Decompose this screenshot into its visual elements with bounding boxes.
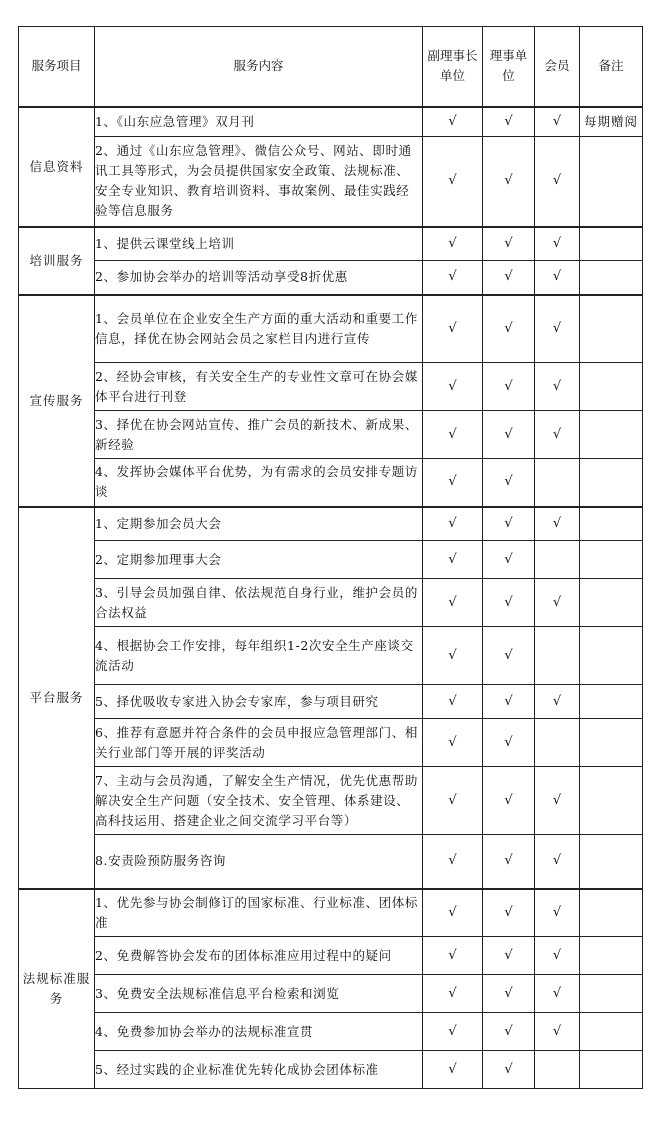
remark-cell: [580, 889, 643, 937]
service-table: [18, 26, 643, 1089]
category-cell: 法规标准服务: [19, 889, 95, 1089]
table-row: [19, 719, 643, 767]
vice-check-cell: √: [423, 1013, 483, 1051]
member-check-cell: [535, 627, 580, 685]
service-content-cell: 4、发挥协会媒体平台优势，为有需求的会员安排专题访谈: [95, 459, 423, 507]
director-check-cell: √: [483, 975, 535, 1013]
director-check-cell: √: [483, 767, 535, 835]
director-check-cell: √: [483, 227, 535, 261]
vice-check-cell: √: [423, 261, 483, 295]
director-check-cell: √: [483, 685, 535, 719]
table-row: [19, 1013, 643, 1051]
table-row: [19, 767, 643, 835]
service-content-cell: 5、择优吸收专家进入协会专家库，参与项目研究: [95, 685, 423, 719]
service-content-cell: 5、经过实践的企业标准优先转化成协会团体标准: [95, 1051, 423, 1089]
vice-check-cell: √: [423, 107, 483, 137]
director-check-cell: √: [483, 937, 535, 975]
director-check-cell: √: [483, 261, 535, 295]
director-check-cell: √: [483, 107, 535, 137]
remark-cell: [580, 411, 643, 459]
table-row: [19, 579, 643, 627]
member-check-cell: [535, 1051, 580, 1089]
header-content: 服务内容: [95, 27, 423, 107]
table-row: [19, 137, 643, 227]
vice-check-cell: √: [423, 937, 483, 975]
vice-check-cell: √: [423, 411, 483, 459]
table-row: [19, 685, 643, 719]
header-vice-director: 副理事长单位: [423, 27, 483, 107]
service-content-cell: 1、提供云课堂线上培训: [95, 227, 423, 261]
director-check-cell: √: [483, 295, 535, 363]
member-check-cell: [535, 459, 580, 507]
table-row: [19, 107, 643, 137]
member-check-cell: √: [535, 767, 580, 835]
service-content-cell: 1、《山东应急管理》双月刊: [95, 107, 423, 137]
director-check-cell: √: [483, 411, 535, 459]
remark-cell: [580, 975, 643, 1013]
vice-check-cell: √: [423, 767, 483, 835]
vice-check-cell: √: [423, 1051, 483, 1089]
service-content-cell: 2、经协会审核，有关安全生产的专业性文章可在协会媒体平台进行刊登: [95, 363, 423, 411]
director-check-cell: √: [483, 719, 535, 767]
table-row: [19, 227, 643, 261]
vice-check-cell: √: [423, 459, 483, 507]
table-row: [19, 1051, 643, 1089]
service-content-cell: 2、免费解答协会发布的团体标准应用过程中的疑问: [95, 937, 423, 975]
remark-cell: [580, 363, 643, 411]
header-row: [19, 27, 643, 107]
member-check-cell: √: [535, 889, 580, 937]
vice-check-cell: √: [423, 719, 483, 767]
category-cell: 培训服务: [19, 227, 95, 295]
table-row: [19, 261, 643, 295]
vice-check-cell: √: [423, 889, 483, 937]
director-check-cell: √: [483, 627, 535, 685]
director-check-cell: √: [483, 1013, 535, 1051]
table-row: [19, 627, 643, 685]
director-check-cell: √: [483, 835, 535, 889]
service-content-cell: 2、定期参加理事大会: [95, 541, 423, 579]
header-remark: 备注: [580, 27, 643, 107]
remark-cell: [580, 835, 643, 889]
member-check-cell: √: [535, 261, 580, 295]
member-check-cell: √: [535, 685, 580, 719]
service-content-cell: 1、定期参加会员大会: [95, 507, 423, 541]
table-row: [19, 411, 643, 459]
member-check-cell: √: [535, 227, 580, 261]
vice-check-cell: √: [423, 835, 483, 889]
member-check-cell: √: [535, 1013, 580, 1051]
remark-cell: [580, 295, 643, 363]
table-row: [19, 889, 643, 937]
service-content-cell: 1、会员单位在企业安全生产方面的重大活动和重要工作信息，择优在协会网站会员之家栏目内进行宣传: [95, 295, 423, 363]
table-row: [19, 937, 643, 975]
remark-cell: [580, 507, 643, 541]
member-check-cell: √: [535, 579, 580, 627]
remark-cell: [580, 227, 643, 261]
remark-cell: [580, 937, 643, 975]
service-content-cell: 6、推荐有意愿并符合条件的会员申报应急管理部门、相关行业部门等开展的评奖活动: [95, 719, 423, 767]
member-check-cell: √: [535, 107, 580, 137]
director-check-cell: √: [483, 889, 535, 937]
vice-check-cell: √: [423, 295, 483, 363]
member-check-cell: [535, 719, 580, 767]
member-check-cell: √: [535, 975, 580, 1013]
service-content-cell: 4、免费参加协会举办的法规标准宣贯: [95, 1013, 423, 1051]
remark-cell: [580, 685, 643, 719]
remark-cell: [580, 137, 643, 227]
vice-check-cell: √: [423, 507, 483, 541]
service-content-cell: 8.安责险预防服务咨询: [95, 835, 423, 889]
director-check-cell: √: [483, 137, 535, 227]
service-content-cell: 3、免费安全法规标准信息平台检索和浏览: [95, 975, 423, 1013]
table-row: [19, 975, 643, 1013]
vice-check-cell: √: [423, 975, 483, 1013]
remark-cell: [580, 541, 643, 579]
director-check-cell: √: [483, 1051, 535, 1089]
service-content-cell: 3、引导会员加强自律、依法规范自身行业，维护会员的合法权益: [95, 579, 423, 627]
table-row: [19, 835, 643, 889]
member-check-cell: √: [535, 835, 580, 889]
director-check-cell: √: [483, 507, 535, 541]
service-content-cell: 7、主动与会员沟通，了解安全生产情况，优先优惠帮助解决安全生产问题（安全技术、安全管理、体系建设、高科技运用、搭建企业之间交流学习平台等）: [95, 767, 423, 835]
vice-check-cell: √: [423, 579, 483, 627]
remark-cell: [580, 767, 643, 835]
member-check-cell: √: [535, 363, 580, 411]
vice-check-cell: √: [423, 541, 483, 579]
category-cell: 信息资料: [19, 107, 95, 227]
table-body: [19, 107, 643, 1089]
director-check-cell: √: [483, 541, 535, 579]
remark-cell: 每期赠阅: [580, 107, 643, 137]
director-check-cell: √: [483, 459, 535, 507]
remark-cell: [580, 459, 643, 507]
member-check-cell: [535, 541, 580, 579]
table-row: [19, 363, 643, 411]
vice-check-cell: √: [423, 685, 483, 719]
member-check-cell: √: [535, 507, 580, 541]
remark-cell: [580, 1013, 643, 1051]
table-row: [19, 295, 643, 363]
header-member: 会员: [535, 27, 580, 107]
member-check-cell: √: [535, 411, 580, 459]
remark-cell: [580, 261, 643, 295]
member-check-cell: √: [535, 137, 580, 227]
service-content-cell: 4、根据协会工作安排，每年组织1-2次安全生产座谈交流活动: [95, 627, 423, 685]
remark-cell: [580, 627, 643, 685]
table-row: [19, 507, 643, 541]
header-category: 服务项目: [19, 27, 95, 107]
service-content-cell: 2、通过《山东应急管理》、微信公众号、网站、即时通讯工具等形式，为会员提供国家安全政策、法规标准、安全专业知识、教育培训资料、事故案例、最佳实践经验等信息服务: [95, 137, 423, 227]
vice-check-cell: √: [423, 137, 483, 227]
vice-check-cell: √: [423, 627, 483, 685]
header-director: 理事单位: [483, 27, 535, 107]
table-row: [19, 459, 643, 507]
vice-check-cell: √: [423, 363, 483, 411]
member-check-cell: √: [535, 295, 580, 363]
director-check-cell: √: [483, 579, 535, 627]
vice-check-cell: √: [423, 227, 483, 261]
remark-cell: [580, 579, 643, 627]
category-cell: 平台服务: [19, 507, 95, 889]
table-row: [19, 541, 643, 579]
service-content-cell: 1、优先参与协会制修订的国家标准、行业标准、团体标准: [95, 889, 423, 937]
service-content-cell: 2、参加协会举办的培训等活动享受8折优惠: [95, 261, 423, 295]
member-check-cell: √: [535, 937, 580, 975]
category-cell: 宣传服务: [19, 295, 95, 507]
director-check-cell: √: [483, 363, 535, 411]
remark-cell: [580, 719, 643, 767]
remark-cell: [580, 1051, 643, 1089]
service-content-cell: 3、择优在协会网站宣传、推广会员的新技术、新成果、新经验: [95, 411, 423, 459]
